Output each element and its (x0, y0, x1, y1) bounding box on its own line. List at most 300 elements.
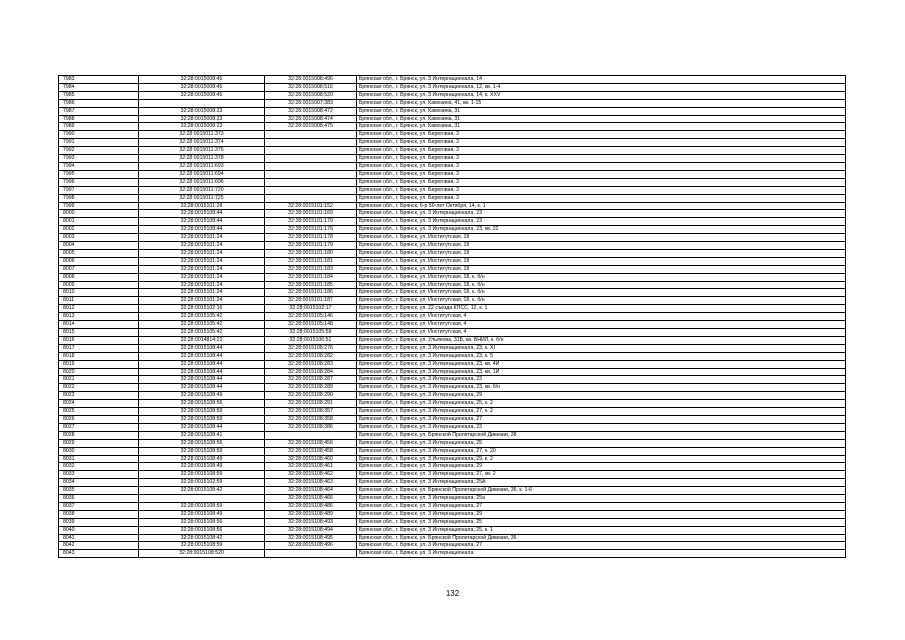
address-cell: Брянская обл., г. Брянск, ул. 3 Интернационала, 29, к. 2 (357, 455, 846, 463)
parcel-cadastral-cell: 32:28:0015108:59 (139, 471, 265, 479)
parcel-cadastral-cell: 32:28:0015108:56 (139, 439, 265, 447)
address-cell: Брянская обл., г. Брянск, ул. 3 Интернационала, 25, к. 2 (357, 400, 846, 408)
building-cadastral-cell: 32:28:0015105:148 (265, 321, 357, 329)
address-cell: Брянская обл., г. Брянск, б-р 50-лет Октября, 14, к. 1 (357, 202, 846, 210)
row-number-cell: 8010 (59, 289, 139, 297)
building-cadastral-cell: 32:28:0015108:287 (265, 376, 357, 384)
parcel-cadastral-cell: 32:28:0015108:44 (139, 210, 265, 218)
parcel-cadastral-cell: 32:28:0015108:56 (139, 518, 265, 526)
parcel-cadastral-cell: 32:28:0015108:44 (139, 384, 265, 392)
building-cadastral-cell: 32:28:0015108:496 (265, 542, 357, 550)
building-cadastral-cell (265, 147, 357, 155)
row-number-cell: 8012 (59, 305, 139, 313)
row-number-cell: 8034 (59, 479, 139, 487)
table-row (59, 99, 846, 107)
building-cadastral-cell: 32:28:0015101:176 (265, 226, 357, 234)
row-number-cell: 7993 (59, 155, 139, 163)
building-cadastral-cell: 32:28:0015106:51 (265, 336, 357, 344)
building-cadastral-cell: 32:28:0015108:276 (265, 344, 357, 352)
address-cell: Брянская обл., г. Брянск, ул. 3 Интернационала, 27 (357, 502, 846, 510)
address-cell: Брянская обл., г. Брянск, ул. 3 Интернационала, 27, к. 20 (357, 447, 846, 455)
table-row (59, 487, 846, 495)
address-cell: Брянская обл., г. Брянск, ул. Береговая, 3 (357, 194, 846, 202)
row-number-cell: 7994 (59, 162, 139, 170)
row-number-cell: 8039 (59, 518, 139, 526)
parcel-cadastral-cell: 32:28:0015108:49 (139, 510, 265, 518)
building-cadastral-cell: 32:28:0015101:183 (265, 265, 357, 273)
table-row (59, 155, 846, 163)
table-row (59, 186, 846, 194)
address-cell: Брянская обл., г. Брянск, ул. Береговая, 3 (357, 155, 846, 163)
table-row (59, 297, 846, 305)
row-number-cell: 7983 (59, 76, 139, 84)
table-row (59, 210, 846, 218)
table-row (59, 447, 846, 455)
table-row (59, 313, 846, 321)
row-number-cell: 8011 (59, 297, 139, 305)
address-cell: Брянская обл., г. Брянск, ул. Береговая, 3 (357, 147, 846, 155)
row-number-cell: 8004 (59, 242, 139, 250)
row-number-cell: 7990 (59, 131, 139, 139)
parcel-cadastral-cell: 32:28:0015011:373 (139, 131, 265, 139)
address-cell: Брянская обл., г. Брянск, ул. 3 Интернационала, 23, кв. 22 (357, 226, 846, 234)
parcel-cadastral-cell (139, 495, 265, 503)
building-cadastral-cell: 32:28:0015008:472 (265, 107, 357, 115)
address-cell: Брянская обл., г. Брянск, ул. Институтская, 18, к. б/н (357, 297, 846, 305)
row-number-cell: 7992 (59, 147, 139, 155)
table-row (59, 76, 846, 84)
page-number: 132 (445, 589, 460, 598)
table-row (59, 352, 846, 360)
address-cell: Брянская обл., г. Брянск, ул. Береговая, 3 (357, 170, 846, 178)
building-cadastral-cell: 32:28:0015108:486 (265, 502, 357, 510)
parcel-cadastral-cell: 32:28:0015108:44 (139, 352, 265, 360)
row-number-cell: 8030 (59, 447, 139, 455)
parcel-cadastral-cell: 32:28:0015105:42 (139, 313, 265, 321)
registry-table-body (59, 76, 846, 558)
building-cadastral-cell: 32:28:0015008:516 (265, 83, 357, 91)
table-row (59, 526, 846, 534)
row-number-cell: 8040 (59, 526, 139, 534)
table-row (59, 123, 846, 131)
address-cell: Брянская обл., г. Брянск, ул. Институтская, 18 (357, 234, 846, 242)
address-cell: Брянская обл., г. Брянск, ул. 3 Интернационала, 29 (357, 510, 846, 518)
parcel-cadastral-cell: 32:28:0015008:45 (139, 83, 265, 91)
building-cadastral-cell: 32:28:0015108:466 (265, 495, 357, 503)
table-row (59, 510, 846, 518)
building-cadastral-cell: 32:28:0015108:283 (265, 360, 357, 368)
address-cell: Брянская обл., г. Брянск, ул. Институтская, 4 (357, 313, 846, 321)
parcel-cadastral-cell: 32:28:0015011:693 (139, 162, 265, 170)
address-cell: Брянская обл., г. Брянск, ул. Институтская, 18, к. б/н (357, 281, 846, 289)
parcel-cadastral-cell: 32:28:0015108:44 (139, 226, 265, 234)
building-cadastral-cell: 32:28:0015108:282 (265, 352, 357, 360)
parcel-cadastral-cell: 32:28:0015108:56 (139, 400, 265, 408)
parcel-cadastral-cell: 32:28:0015108:49 (139, 455, 265, 463)
table-row (59, 384, 846, 392)
address-cell: Брянская обл., г. Брянск, ул. Береговая, 3 (357, 186, 846, 194)
address-cell: Брянская обл., г. Брянск, ул. Брянской Пролетарской Дивизии, 36 (357, 534, 846, 542)
parcel-cadastral-cell: 32:28:0015101:28 (139, 202, 265, 210)
parcel-cadastral-cell: 32:28:0015011:376 (139, 147, 265, 155)
building-cadastral-cell: 32:28:0015108:464 (265, 487, 357, 495)
row-number-cell: 8016 (59, 336, 139, 344)
row-number-cell: 8021 (59, 376, 139, 384)
parcel-cadastral-cell: 32:28:0015108:59 (139, 415, 265, 423)
table-row (59, 202, 846, 210)
row-number-cell: 8005 (59, 249, 139, 257)
row-number-cell: 8029 (59, 439, 139, 447)
building-cadastral-cell: 32:28:0015108:495 (265, 534, 357, 542)
building-cadastral-cell: 32:28:0015108:291 (265, 400, 357, 408)
building-cadastral-cell: 32:28:0015101:187 (265, 297, 357, 305)
row-number-cell: 7987 (59, 107, 139, 115)
building-cadastral-cell: 32:28:0015105:146 (265, 313, 357, 321)
building-cadastral-cell (265, 170, 357, 178)
parcel-cadastral-cell: 32:28:0015101:24 (139, 257, 265, 265)
parcel-cadastral-cell: 32:28:0015008:45 (139, 76, 265, 84)
row-number-cell: 8031 (59, 455, 139, 463)
address-cell: Брянская обл., г. Брянск, ул. 3 Интернационала, 23, к. XI (357, 344, 846, 352)
table-row (59, 392, 846, 400)
table-row (59, 463, 846, 471)
row-number-cell: 8037 (59, 502, 139, 510)
parcel-cadastral-cell: 32:28:0015101:24 (139, 297, 265, 305)
building-cadastral-cell (265, 431, 357, 439)
table-row (59, 321, 846, 329)
table-row (59, 147, 846, 155)
building-cadastral-cell: 32:28:0015108:462 (265, 471, 357, 479)
address-cell: Брянская обл., г. Брянск, ул. 3 Интернационала, 27 (357, 415, 846, 423)
building-cadastral-cell: 32:28:0015101:178 (265, 234, 357, 242)
parcel-cadastral-cell: 32:28:0015008:23 (139, 107, 265, 115)
building-cadastral-cell: 32:28:0015101:186 (265, 289, 357, 297)
building-cadastral-cell: 32:28:0015102:17 (265, 305, 357, 313)
table-row (59, 534, 846, 542)
building-cadastral-cell: 32:28:0015008:475 (265, 123, 357, 131)
table-row (59, 408, 846, 416)
address-cell: Брянская обл., г. Брянск, ул. 3 Интернационала, 27, кв. 2 (357, 471, 846, 479)
row-number-cell: 8032 (59, 463, 139, 471)
parcel-cadastral-cell: 32:28:0015011:694 (139, 170, 265, 178)
address-cell: Брянская обл., г. Брянск, ул. 22 съезда КПСС, 12, к. 1 (357, 305, 846, 313)
table-row (59, 242, 846, 250)
building-cadastral-cell: 32:28:0015101:180 (265, 249, 357, 257)
row-number-cell: 7984 (59, 83, 139, 91)
parcel-cadastral-cell: 32:28:0015105:42 (139, 329, 265, 337)
table-row (59, 344, 846, 352)
building-cadastral-cell: 32:28:0015101:185 (265, 281, 357, 289)
row-number-cell: 8023 (59, 392, 139, 400)
row-number-cell: 8017 (59, 344, 139, 352)
building-cadastral-cell (265, 155, 357, 163)
registry-table (58, 75, 846, 558)
table-row (59, 471, 846, 479)
parcel-cadastral-cell: 32:28:0015011:696 (139, 178, 265, 186)
building-cadastral-cell: 32:28:0015008:474 (265, 115, 357, 123)
parcel-cadastral-cell: 32:28:0015008:45 (139, 91, 265, 99)
building-cadastral-cell: 32:28:0015108:494 (265, 526, 357, 534)
row-number-cell: 8024 (59, 400, 139, 408)
row-number-cell: 8041 (59, 534, 139, 542)
address-cell: Брянская обл., г. Брянск, ул. 3 Интернационала, 27, к. 2 (357, 408, 846, 416)
address-cell: Брянская обл., г. Брянск, ул. 3 Интернационала, 14, к. XXV (357, 91, 846, 99)
row-number-cell: 8026 (59, 415, 139, 423)
parcel-cadastral-cell: 32:28:0015102:16 (139, 305, 265, 313)
address-cell: Брянская обл., г. Брянск, ул. Брянской Пролетарской Дивизии, 36, к. 1-6 (357, 487, 846, 495)
building-cadastral-cell: 32:28:0015108:358 (265, 415, 357, 423)
parcel-cadastral-cell: 32:28:0015101:24 (139, 234, 265, 242)
address-cell: Брянская обл., г. Брянск, ул. Институтская, 18, к. б/н (357, 289, 846, 297)
table-row (59, 162, 846, 170)
parcel-cadastral-cell: 32:28:0015008:23 (139, 115, 265, 123)
building-cadastral-cell: 32:28:0015105:59 (265, 329, 357, 337)
row-number-cell: 8027 (59, 423, 139, 431)
table-row (59, 502, 846, 510)
row-number-cell: 7985 (59, 91, 139, 99)
parcel-cadastral-cell: 32:28:0015108:49 (139, 392, 265, 400)
parcel-cadastral-cell (139, 99, 265, 107)
building-cadastral-cell: 32:28:0015101:181 (265, 257, 357, 265)
parcel-cadastral-cell: 32:28:0015108:59 (139, 447, 265, 455)
address-cell: Брянская обл., г. Брянск, ул. Береговая, 3 (357, 139, 846, 147)
address-cell: Брянская обл., г. Брянск, ул. 3 Интернационала, 29 (357, 463, 846, 471)
row-number-cell: 7997 (59, 186, 139, 194)
building-cadastral-cell: 32:28:0015108:461 (265, 463, 357, 471)
address-cell: Брянская обл., г. Брянск, ул. Институтская, 18 (357, 265, 846, 273)
building-cadastral-cell: 32:28:0015101:152 (265, 202, 357, 210)
address-cell: Брянская обл., г. Брянск, ул. Ульянова, 31Б, кв. БНИЛ, к. б/н (357, 336, 846, 344)
row-number-cell: 8038 (59, 510, 139, 518)
address-cell: Брянская обл., г. Брянск, ул. 3 Интернационала, 23 (357, 423, 846, 431)
address-cell: Брянская обл., г. Брянск, ул. Камозина, 31 (357, 123, 846, 131)
building-cadastral-cell (265, 550, 357, 558)
row-number-cell: 7991 (59, 139, 139, 147)
table-row (59, 423, 846, 431)
table-row (59, 336, 846, 344)
building-cadastral-cell: 32:28:0015101:170 (265, 218, 357, 226)
address-cell: Брянская обл., г. Брянск, ул. Институтская, 4 (357, 329, 846, 337)
parcel-cadastral-cell: 32:28:0015101:24 (139, 281, 265, 289)
building-cadastral-cell (265, 178, 357, 186)
row-number-cell: 8013 (59, 313, 139, 321)
parcel-cadastral-cell: 32:28:0015101:24 (139, 273, 265, 281)
parcel-cadastral-cell: 32:28:0015011:378 (139, 155, 265, 163)
building-cadastral-cell: 32:28:0015108:458 (265, 447, 357, 455)
row-number-cell: 7999 (59, 202, 139, 210)
row-number-cell: 7988 (59, 115, 139, 123)
building-cadastral-cell: 32:28:0015108:357 (265, 408, 357, 416)
address-cell: Брянская обл., г. Брянск, ул. Институтская, 4 (357, 321, 846, 329)
row-number-cell: 8007 (59, 265, 139, 273)
table-row (59, 265, 846, 273)
row-number-cell: 8008 (59, 273, 139, 281)
table-row (59, 455, 846, 463)
address-cell: Брянская обл., г. Брянск, ул. Камозина, 31 (357, 107, 846, 115)
address-cell: Брянская обл., г. Брянск, ул. Береговая, 3 (357, 131, 846, 139)
row-number-cell: 8033 (59, 471, 139, 479)
parcel-cadastral-cell: 32:28:0015101:24 (139, 242, 265, 250)
row-number-cell: 8001 (59, 218, 139, 226)
row-number-cell: 8020 (59, 368, 139, 376)
parcel-cadastral-cell: 32:28:0015011:725 (139, 194, 265, 202)
table-row (59, 305, 846, 313)
row-number-cell: 8043 (59, 550, 139, 558)
table-row (59, 550, 846, 558)
address-cell: Брянская обл., г. Брянск, ул. Институтская, 18, к. б/н (357, 273, 846, 281)
building-cadastral-cell: 32:28:0015108:463 (265, 479, 357, 487)
table-row (59, 194, 846, 202)
table-row (59, 368, 846, 376)
parcel-cadastral-cell: 32:28:0014814:21 (139, 336, 265, 344)
address-cell: Брянская обл., г. Брянск, ул. 3 Интернационала, 25а (357, 495, 846, 503)
address-cell: Брянская обл., г. Брянск, ул. 3 Интернационала, 23, кв. 1И (357, 368, 846, 376)
building-cadastral-cell: 32:28:0015108:289 (265, 384, 357, 392)
building-cadastral-cell: 32:28:0015108:290 (265, 392, 357, 400)
address-cell: Брянская обл., г. Брянск, ул. 3 Интернационала, 25, к. 1 (357, 526, 846, 534)
row-number-cell: 8036 (59, 495, 139, 503)
parcel-cadastral-cell: 32:28:0015108:56 (139, 526, 265, 534)
building-cadastral-cell: 32:28:0015101:169 (265, 210, 357, 218)
table-row (59, 234, 846, 242)
row-number-cell: 7986 (59, 99, 139, 107)
table-row (59, 281, 846, 289)
row-number-cell: 8028 (59, 431, 139, 439)
building-cadastral-cell (265, 162, 357, 170)
parcel-cadastral-cell: 32:28:0015108:44 (139, 376, 265, 384)
parcel-cadastral-cell: 32:28:0015108:59 (139, 502, 265, 510)
table-row (59, 542, 846, 550)
parcel-cadastral-cell: 32:28:0015102:59 (139, 479, 265, 487)
building-cadastral-cell (265, 194, 357, 202)
address-cell: Брянская обл., г. Брянск, ул. 3 Интернационала, 23, кв. 4И (357, 360, 846, 368)
building-cadastral-cell: 32:28:0015101:184 (265, 273, 357, 281)
building-cadastral-cell (265, 186, 357, 194)
building-cadastral-cell: 32:28:0015007:383 (265, 99, 357, 107)
parcel-cadastral-cell: 32:28:0015108:59 (139, 542, 265, 550)
row-number-cell: 8042 (59, 542, 139, 550)
table-row (59, 115, 846, 123)
address-cell: Брянская обл., г. Брянск, ул. 3 Интернационала, 23 (357, 376, 846, 384)
table-row (59, 83, 846, 91)
parcel-cadastral-cell: 32:28:0015108:49 (139, 463, 265, 471)
row-number-cell: 8014 (59, 321, 139, 329)
address-cell: Брянская обл., г. Брянск, ул. 3 Интернационала, 27 (357, 542, 846, 550)
row-number-cell: 8022 (59, 384, 139, 392)
row-number-cell: 8003 (59, 234, 139, 242)
parcel-cadastral-cell: 32:28:0015108:42 (139, 487, 265, 495)
table-row (59, 249, 846, 257)
address-cell: Брянская обл., г. Брянск, ул. Береговая, 3 (357, 178, 846, 186)
row-number-cell: 7995 (59, 170, 139, 178)
building-cadastral-cell: 32:28:0015108:489 (265, 510, 357, 518)
building-cadastral-cell (265, 131, 357, 139)
parcel-cadastral-cell: 32:28:0015101:24 (139, 249, 265, 257)
table-row (59, 360, 846, 368)
address-cell: Брянская обл., г. Брянск, ул. Береговая, 3 (357, 162, 846, 170)
table-row (59, 139, 846, 147)
table-row (59, 170, 846, 178)
table-row (59, 107, 846, 115)
row-number-cell: 8035 (59, 487, 139, 495)
row-number-cell: 8025 (59, 408, 139, 416)
parcel-cadastral-cell: 32:28:0015011:374 (139, 139, 265, 147)
parcel-cadastral-cell: 32:28:0015105:42 (139, 321, 265, 329)
address-cell: Брянская обл., г. Брянск, ул. 3 Интернационала, 23, к. 5 (357, 352, 846, 360)
table-row (59, 329, 846, 337)
table-row (59, 439, 846, 447)
parcel-cadastral-cell: 32:28:0015008:23 (139, 123, 265, 131)
parcel-cadastral-cell: 32:28:0015108:44 (139, 360, 265, 368)
parcel-cadastral-cell: 32:28:0015108:44 (139, 368, 265, 376)
table-row (59, 415, 846, 423)
parcel-cadastral-cell: 32:28:0015101:24 (139, 265, 265, 273)
parcel-cadastral-cell: 32:28:0015108:44 (139, 344, 265, 352)
table-row (59, 91, 846, 99)
address-cell: Брянская обл., г. Брянск, ул. 3 Интернационала, 23 (357, 210, 846, 218)
parcel-cadastral-cell: 32:28:0015108:59 (139, 408, 265, 416)
building-cadastral-cell: 32:28:0015108:284 (265, 368, 357, 376)
parcel-cadastral-cell: 32:28:0015101:24 (139, 289, 265, 297)
parcel-cadastral-cell: 32:28:0015108:44 (139, 218, 265, 226)
row-number-cell: 8006 (59, 257, 139, 265)
building-cadastral-cell: 32:28:0015108:386 (265, 423, 357, 431)
address-cell: Брянская обл., г. Брянск, ул. 3 Интернационала, 23 (357, 218, 846, 226)
address-cell: Брянская обл., г. Брянск, ул. Институтская, 18 (357, 249, 846, 257)
address-cell: Брянская обл., г. Брянск, ул. 3 Интернационала, 29 (357, 392, 846, 400)
address-cell: Брянская обл., г. Брянск, ул. 3 Интернационала, 25А (357, 479, 846, 487)
address-cell: Брянская обл., г. Брянск, ул. Брянской Пролетарской Дивизии, 38 (357, 431, 846, 439)
row-number-cell: 8009 (59, 281, 139, 289)
parcel-cadastral-cell: 32:28:0015108:520 (139, 550, 265, 558)
building-cadastral-cell (265, 139, 357, 147)
address-cell: Брянская обл., г. Брянск, ул. 3 Интернационала, 23, кв. б/н (357, 384, 846, 392)
table-row (59, 518, 846, 526)
parcel-cadastral-cell: 32:28:0015108:41 (139, 431, 265, 439)
parcel-cadastral-cell: 32:28:0015108:44 (139, 423, 265, 431)
address-cell: Брянская обл., г. Брянск, ул. 3 Интернационала, 25 (357, 518, 846, 526)
parcel-cadastral-cell: 32:28:0015108:42 (139, 534, 265, 542)
building-cadastral-cell: 32:28:0015008:496 (265, 76, 357, 84)
building-cadastral-cell: 32:28:0015108:460 (265, 455, 357, 463)
row-number-cell: 8019 (59, 360, 139, 368)
row-number-cell: 7989 (59, 123, 139, 131)
row-number-cell: 8002 (59, 226, 139, 234)
table-row (59, 273, 846, 281)
address-cell: Брянская обл., г. Брянск, ул. 3 Интернационала, 25 (357, 439, 846, 447)
address-cell: Брянская обл., г. Брянск, ул. Камозина, 31 (357, 115, 846, 123)
address-cell: Брянская обл., г. Брянск, ул. 3 Интернационала, 12, кв. 1-4 (357, 83, 846, 91)
address-cell: Брянская обл., г. Брянск, ул. Камозина, 41, кв. 1-15 (357, 99, 846, 107)
table-row (59, 257, 846, 265)
table-row (59, 178, 846, 186)
row-number-cell: 7996 (59, 178, 139, 186)
table-row (59, 376, 846, 384)
parcel-cadastral-cell: 32:28:0015011:720 (139, 186, 265, 194)
building-cadastral-cell: 32:28:0015101:179 (265, 242, 357, 250)
row-number-cell: 7998 (59, 194, 139, 202)
row-number-cell: 8015 (59, 329, 139, 337)
address-cell: Брянская обл., г. Брянск, ул. 3 Интернационала, 14 (357, 76, 846, 84)
address-cell: Брянская обл., г. Брянск, ул. 3 Интернационала (357, 550, 846, 558)
building-cadastral-cell: 32:28:0015008:520 (265, 91, 357, 99)
building-cadastral-cell: 32:28:0015108:493 (265, 518, 357, 526)
table-row (59, 226, 846, 234)
table-row (59, 289, 846, 297)
address-cell: Брянская обл., г. Брянск, ул. Институтская, 18 (357, 257, 846, 265)
table-row (59, 400, 846, 408)
table-row (59, 131, 846, 139)
